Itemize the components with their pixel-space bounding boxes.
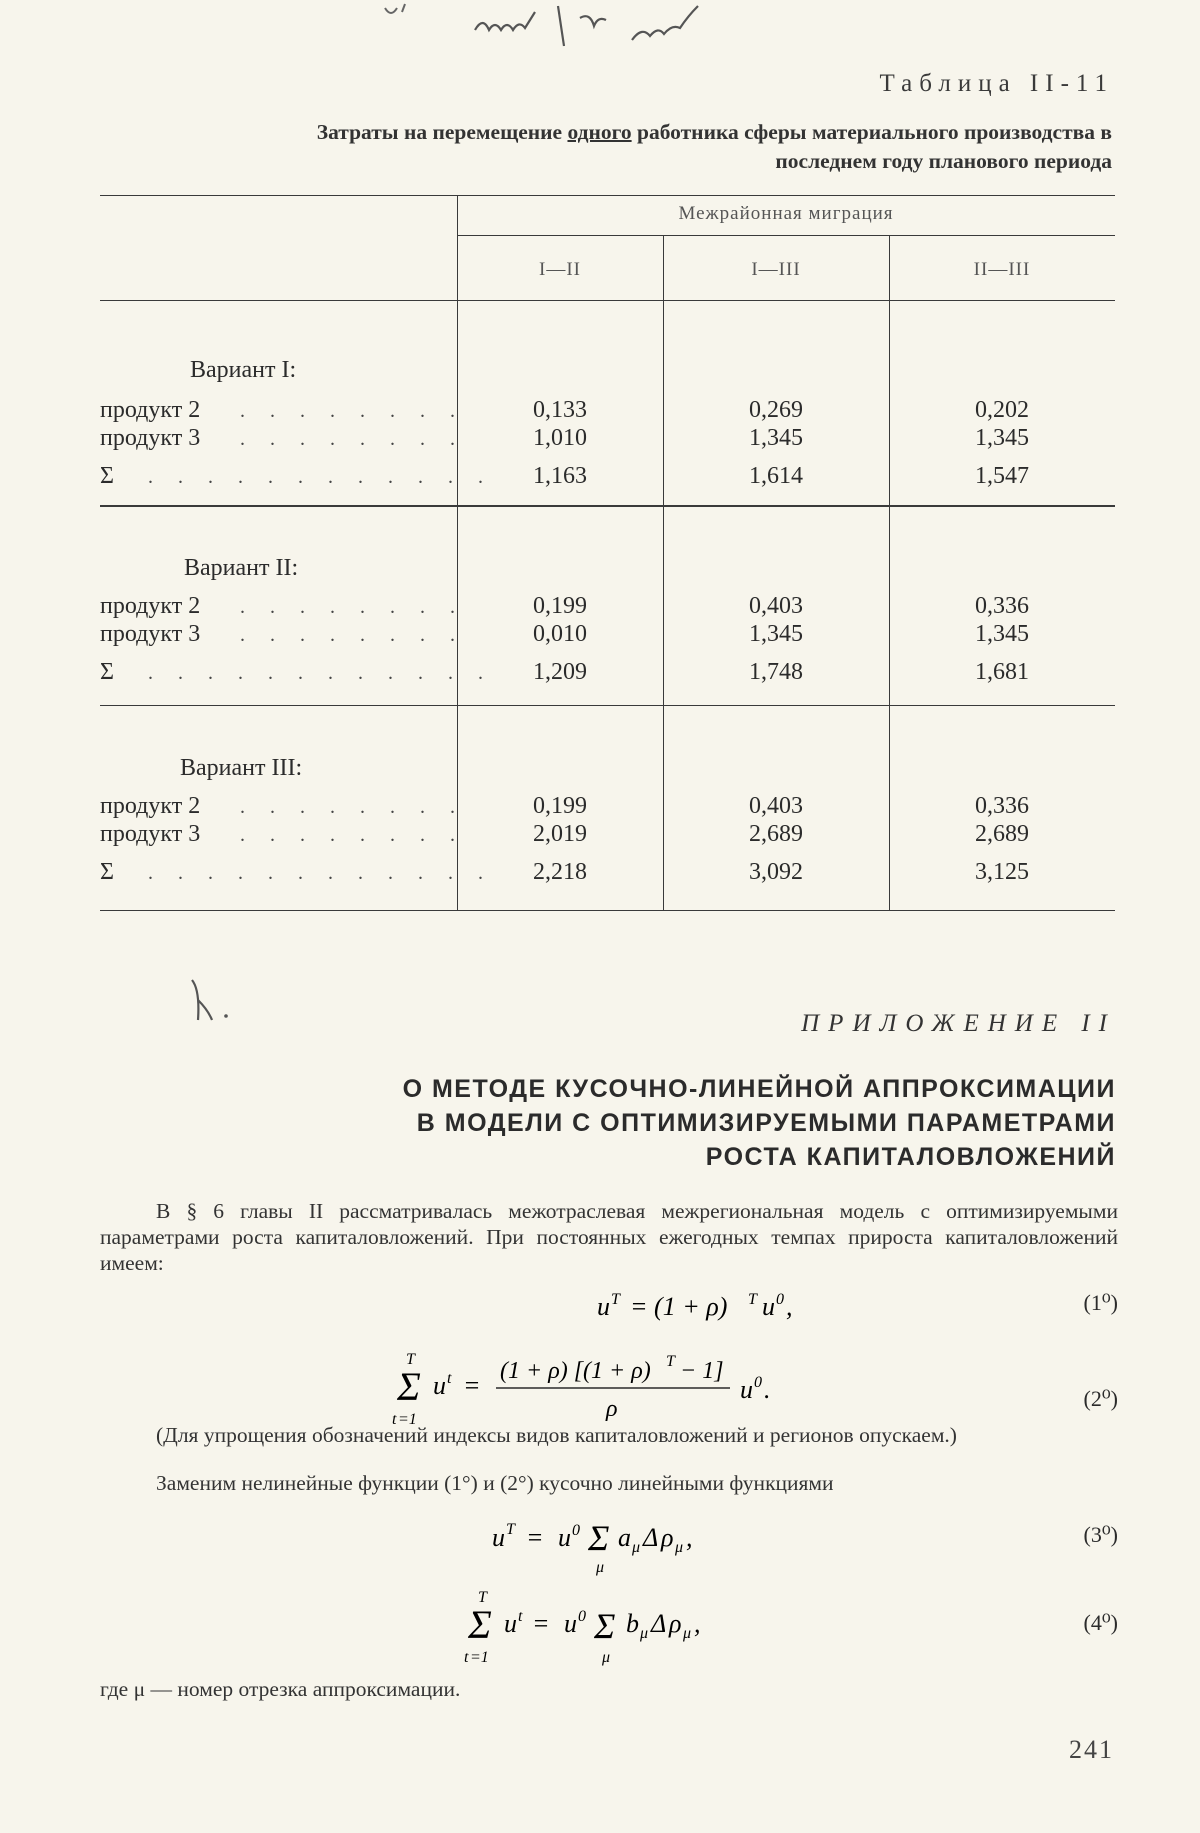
svg-text:− 1]: − 1]: [680, 1358, 724, 1384]
equation-number: (1⁰): [1083, 1290, 1118, 1315]
svg-text:ρ: ρ: [661, 1523, 674, 1552]
handwritten-scribble: [380, 0, 840, 50]
equation-number: (4⁰): [1083, 1610, 1118, 1635]
table-cell: 1,748: [749, 659, 803, 685]
equation-number: (3⁰): [1083, 1522, 1118, 1547]
svg-text:u: u: [597, 1292, 610, 1321]
page-number: 241: [1069, 1735, 1114, 1764]
svg-text:,: ,: [786, 1292, 793, 1321]
svg-text:ρ: ρ: [669, 1609, 682, 1638]
svg-text:=: =: [532, 1609, 550, 1638]
svg-text:u: u: [504, 1609, 517, 1638]
table-cell: 3,125: [975, 859, 1029, 885]
appendix-title: [216, 1072, 1116, 1174]
svg-text:a: a: [618, 1523, 631, 1552]
table-cell: 0,202: [975, 397, 1029, 423]
svg-text:Σ: Σ: [468, 1602, 492, 1647]
table-number: Таблица II-11: [879, 70, 1114, 97]
appendix-title-line: РОСТА КАПИТАЛОВЛОЖЕНИЙ: [705, 1143, 1116, 1171]
svg-text:T: T: [506, 1521, 515, 1538]
table-cell: 0,010: [533, 621, 587, 647]
table-cell: 1,345: [975, 621, 1029, 647]
equation-2-formula: [100, 1342, 1000, 1432]
table-cell: 1,547: [975, 463, 1029, 489]
svg-text:,: ,: [686, 1523, 693, 1552]
table-cell: 1,345: [975, 425, 1029, 451]
data-table: Межрайонная миграция I—II I—III II—III Вариант I: продукт 2 . . . . . . . . 0,133 0,269 0,202 продукт 3 . . . . . . . . 1,010 1,345 1,345 Σ . . . . . . . . . . . . 1,163 1,614 1,547 Вариант II: продукт 2 . . . . . . . . 0,199 0,403 0,336 продукт 3 . . . . . . . . 0,010 1,345 1,345 Σ . . . . . . . . . . . . 1,209 1,748 1,681 Вариант III: продукт 2 . . . . . . . . 0,199 0,403 0,336 продукт 3 . . . . . . . . 2,019 2,689 2,689 Σ . . . . . . . . . . . . 2,218 3,092 3,125: [100, 195, 1115, 915]
table-cell: 0,336: [975, 793, 1029, 819]
svg-text:b: b: [626, 1609, 639, 1638]
table-cell: 1,209: [533, 659, 587, 685]
equation-1-formula: [100, 1280, 1000, 1330]
table-cell: 0,269: [749, 397, 803, 423]
table-cell: 1,345: [749, 621, 803, 647]
svg-text:u: u: [558, 1523, 571, 1552]
column-header-1-2: I—II: [539, 259, 581, 280]
row-label: продукт 2: [100, 593, 201, 619]
table-cell: 0,199: [533, 793, 587, 819]
svg-text:Σ: Σ: [588, 1518, 610, 1558]
svg-text:Σ: Σ: [594, 1606, 616, 1646]
equation-number: (2⁰): [1083, 1386, 1118, 1411]
svg-text:u: u: [433, 1371, 446, 1400]
svg-text:u: u: [492, 1523, 505, 1552]
row-label: продукт 2: [100, 397, 201, 423]
equation-4: [100, 1582, 1118, 1672]
svg-text:μ: μ: [675, 1539, 684, 1556]
svg-text:T: T: [748, 1291, 757, 1308]
svg-text:μ: μ: [632, 1539, 641, 1556]
equation-3-formula: [100, 1510, 1000, 1580]
svg-text:t: t: [447, 1370, 452, 1387]
svg-text:t: t: [518, 1608, 523, 1625]
column-header-2-3: II—III: [973, 259, 1031, 280]
svg-text:μ: μ: [602, 1649, 611, 1666]
table-cell: 1,345: [749, 425, 803, 451]
equation-2: [100, 1342, 1118, 1432]
caption-part: Затраты на перемещение: [316, 120, 568, 144]
svg-text:=1: =1: [470, 1649, 489, 1666]
row-label: продукт 3: [100, 425, 201, 451]
svg-text:0: 0: [776, 1291, 784, 1308]
svg-text:ρ: ρ: [606, 1396, 618, 1422]
table-cell: 2,689: [749, 821, 803, 847]
paragraph: Заменим нелинейные функции (1°) и (2°) кусочно линейными функциями: [156, 1471, 834, 1495]
table-caption: [250, 118, 1112, 176]
variant-title: Вариант I:: [190, 357, 297, 383]
svg-text:t: t: [464, 1649, 469, 1666]
svg-text:u: u: [762, 1292, 775, 1321]
table-cell: 2,689: [975, 821, 1029, 847]
svg-text:t: t: [392, 1411, 397, 1428]
caption-part: работника сферы материального производства в последнем году планового периода: [631, 120, 1112, 173]
svg-text:Σ: Σ: [397, 1364, 421, 1409]
table-cell: 2,019: [533, 821, 587, 847]
variant-title: Вариант III:: [180, 755, 303, 781]
row-label: продукт 2: [100, 793, 201, 819]
row-label: продукт 3: [100, 821, 201, 847]
svg-text:μ: μ: [596, 1559, 605, 1576]
svg-text:u: u: [564, 1609, 577, 1638]
equation-4-formula: [100, 1582, 1000, 1672]
appendix-title-line: О МЕТОДЕ КУСОЧНО-ЛИНЕЙНОЙ АППРОКСИМАЦИИ: [402, 1075, 1116, 1103]
svg-text:,: ,: [694, 1609, 701, 1638]
svg-text:=: =: [526, 1523, 544, 1552]
svg-text:μ: μ: [640, 1625, 649, 1642]
table-cell: 1,010: [533, 425, 587, 451]
variant-title: Вариант II:: [184, 555, 299, 581]
svg-text:T: T: [478, 1589, 487, 1606]
svg-text:0: 0: [754, 1374, 762, 1391]
svg-text:Δ: Δ: [643, 1523, 659, 1552]
svg-text:(1 + ρ) [(1 + ρ): (1 + ρ) [(1 + ρ): [500, 1358, 651, 1384]
row-label-sum: Σ: [100, 463, 114, 489]
svg-text:T: T: [611, 1291, 620, 1308]
table-cell: 0,133: [533, 397, 587, 423]
table-cell: 2,218: [533, 859, 587, 885]
svg-text:=: =: [463, 1371, 481, 1400]
table-cell: 0,336: [975, 593, 1029, 619]
group-header: Межрайонная миграция: [678, 203, 894, 224]
row-label: продукт 3: [100, 621, 201, 647]
table-cell: 0,199: [533, 593, 587, 619]
table-cell: 0,403: [749, 793, 803, 819]
svg-text:T: T: [666, 1353, 675, 1370]
caption-underlined-word: одного: [567, 120, 632, 144]
row-label-sum: Σ: [100, 659, 114, 685]
row-label-sum: Σ: [100, 859, 114, 885]
column-header-1-3: I—III: [751, 259, 801, 280]
table-cell: 1,681: [975, 659, 1029, 685]
svg-text:μ: μ: [683, 1625, 692, 1642]
handwritten-mark: [182, 970, 242, 1030]
svg-text:= (1 + ρ): = (1 + ρ): [630, 1292, 728, 1321]
paragraph: В § 6 главы II рассматривалась межотраслевая межрегиональная модель с оптимизируемыми параметрами роста капиталовложений. При постоянных ежегодных темпах прироста капиталовложений имеем:: [100, 1199, 1118, 1275]
table-cell: 3,092: [749, 859, 803, 885]
svg-text:.: .: [764, 1375, 771, 1404]
appendix-title-line: В МОДЕЛИ С ОПТИМИЗИРУЕМЫМИ ПАРАМЕТРАМИ: [416, 1109, 1116, 1137]
table-cell: 0,403: [749, 593, 803, 619]
svg-text:u: u: [740, 1375, 753, 1404]
svg-text:Δ: Δ: [651, 1609, 667, 1638]
svg-text:0: 0: [578, 1608, 586, 1625]
equation-3: [100, 1510, 1118, 1590]
paragraph: (Для упрощения обозначений индексы видов капиталовложений и регионов опускаем.): [156, 1423, 957, 1447]
table-cell: 1,163: [533, 463, 587, 489]
table-cell: 1,614: [749, 463, 803, 489]
paragraph: где μ — номер отрезка аппроксимации.: [100, 1677, 461, 1701]
svg-text:0: 0: [572, 1522, 580, 1539]
svg-text:=1: =1: [398, 1411, 417, 1428]
svg-text:T: T: [406, 1351, 415, 1368]
appendix-heading: ПРИЛОЖЕНИЕ II: [801, 1010, 1116, 1037]
